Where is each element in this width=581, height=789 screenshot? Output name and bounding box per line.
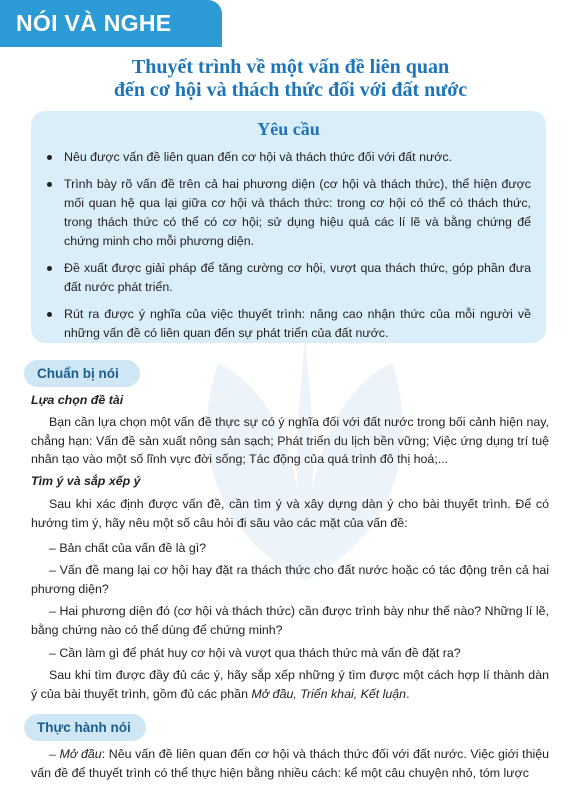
requirements-heading: Yêu cầu [257, 119, 320, 139]
arrange-parts: Mở đầu, Triển khai, Kết luận [251, 686, 407, 701]
arrange-end: . [406, 686, 410, 701]
topic-paragraph: Bạn cần lựa chọn một vấn đề thực sự có ý nghĩa đối với đất nước trong bối cảnh hiện nay, chẳng hạn: Vấn đề sản xuất nông sản sạch; Phát triển du lịch bền vững; Việc ứng dụng trí tuệ nhân tạo vào một số lĩnh vực đời sống; Tác động của quá trình đô thị hoá;... [31, 415, 549, 466]
list-item: Đề xuất được giải pháp để tăng cường cơ hội, vượt qua thách thức, góp phần đưa đất nước phát triển. [47, 259, 531, 297]
practice-heading: Thực hành nói [24, 714, 146, 741]
section-label: NÓI VÀ NGHE [16, 10, 172, 36]
intro-label: – Mở đầu [49, 747, 102, 761]
practice-intro-paragraph [31, 745, 549, 782]
outline-heading: Tìm ý và sắp xếp ý [31, 474, 141, 488]
question-item: – Vấn đề mang lại cơ hội hay đặt ra thách thức cho đất nước hoặc có tác động trên cả hai phương diện? [31, 563, 549, 596]
outline-intro-paragraph: Sau khi xác định được vấn đề, cần tìm ý và xây dựng dàn ý cho bài thuyết trình. Để có hướng tìm ý, hãy nêu một số câu hỏi đi sâu vào các mặt của vấn đề: [31, 497, 549, 530]
question-item: – Bản chất của vấn đề là gì? [49, 541, 207, 555]
prepare-heading: Chuẩn bị nói [24, 360, 140, 387]
page-title [0, 56, 581, 102]
question-item: – Hai phương diện đó (cơ hội và thách thức) cần được trình bày như thế nào? Những lí lẽ, bằng chứng nào có thể dùng để chứng minh? [31, 604, 549, 637]
page-title-line-2: đến cơ hội và thách thức đối với đất nước [113, 79, 468, 101]
arrange-text: Sau khi tìm được đầy đủ các ý, hãy sắp xếp những ý tìm được một cách hợp lí thành dàn ý của bài thuyết trình, gồm đủ các phần [31, 668, 549, 701]
requirements-box [31, 111, 546, 343]
section-tab [0, 0, 222, 47]
list-item: Nêu được vấn đề liên quan đến cơ hội và thách thức đối với đất nước. [47, 148, 531, 167]
topic-heading: Lựa chọn đề tài [31, 393, 124, 407]
intro-text: : Nêu vấn đề liên quan đến cơ hội và thách thức đối với đất nước. Việc giới thiệu vấn đề để thuyết trình có thể thực hiện bằng nhiều cách: kể một câu chuyện nhỏ, tóm lược [31, 747, 549, 780]
arrange-paragraph [31, 666, 549, 703]
requirements-list [47, 148, 531, 351]
list-item: Rút ra được ý nghĩa của việc thuyết trình: nâng cao nhận thức của mỗi người về những vấn đề có liên quan đến sự phát triển của đất nước. [47, 305, 531, 343]
page-title-line-1: Thuyết trình về một vấn đề liên quan [131, 56, 450, 78]
list-item: Trình bày rõ vấn đề trên cả hai phương diện (cơ hội và thách thức), thể hiện được mối quan hệ qua lại giữa cơ hội và thách thức: trong cơ hội có thể có thách thức, trong thách thức có thể có cơ hội; sử dụng hiệu quả các lí lẽ và bằng chứng để chứng minh cho mỗi phương diện. [47, 175, 531, 251]
question-item: – Cần làm gì để phát huy cơ hội và vượt qua thách thức mà vấn đề đặt ra? [49, 646, 461, 660]
